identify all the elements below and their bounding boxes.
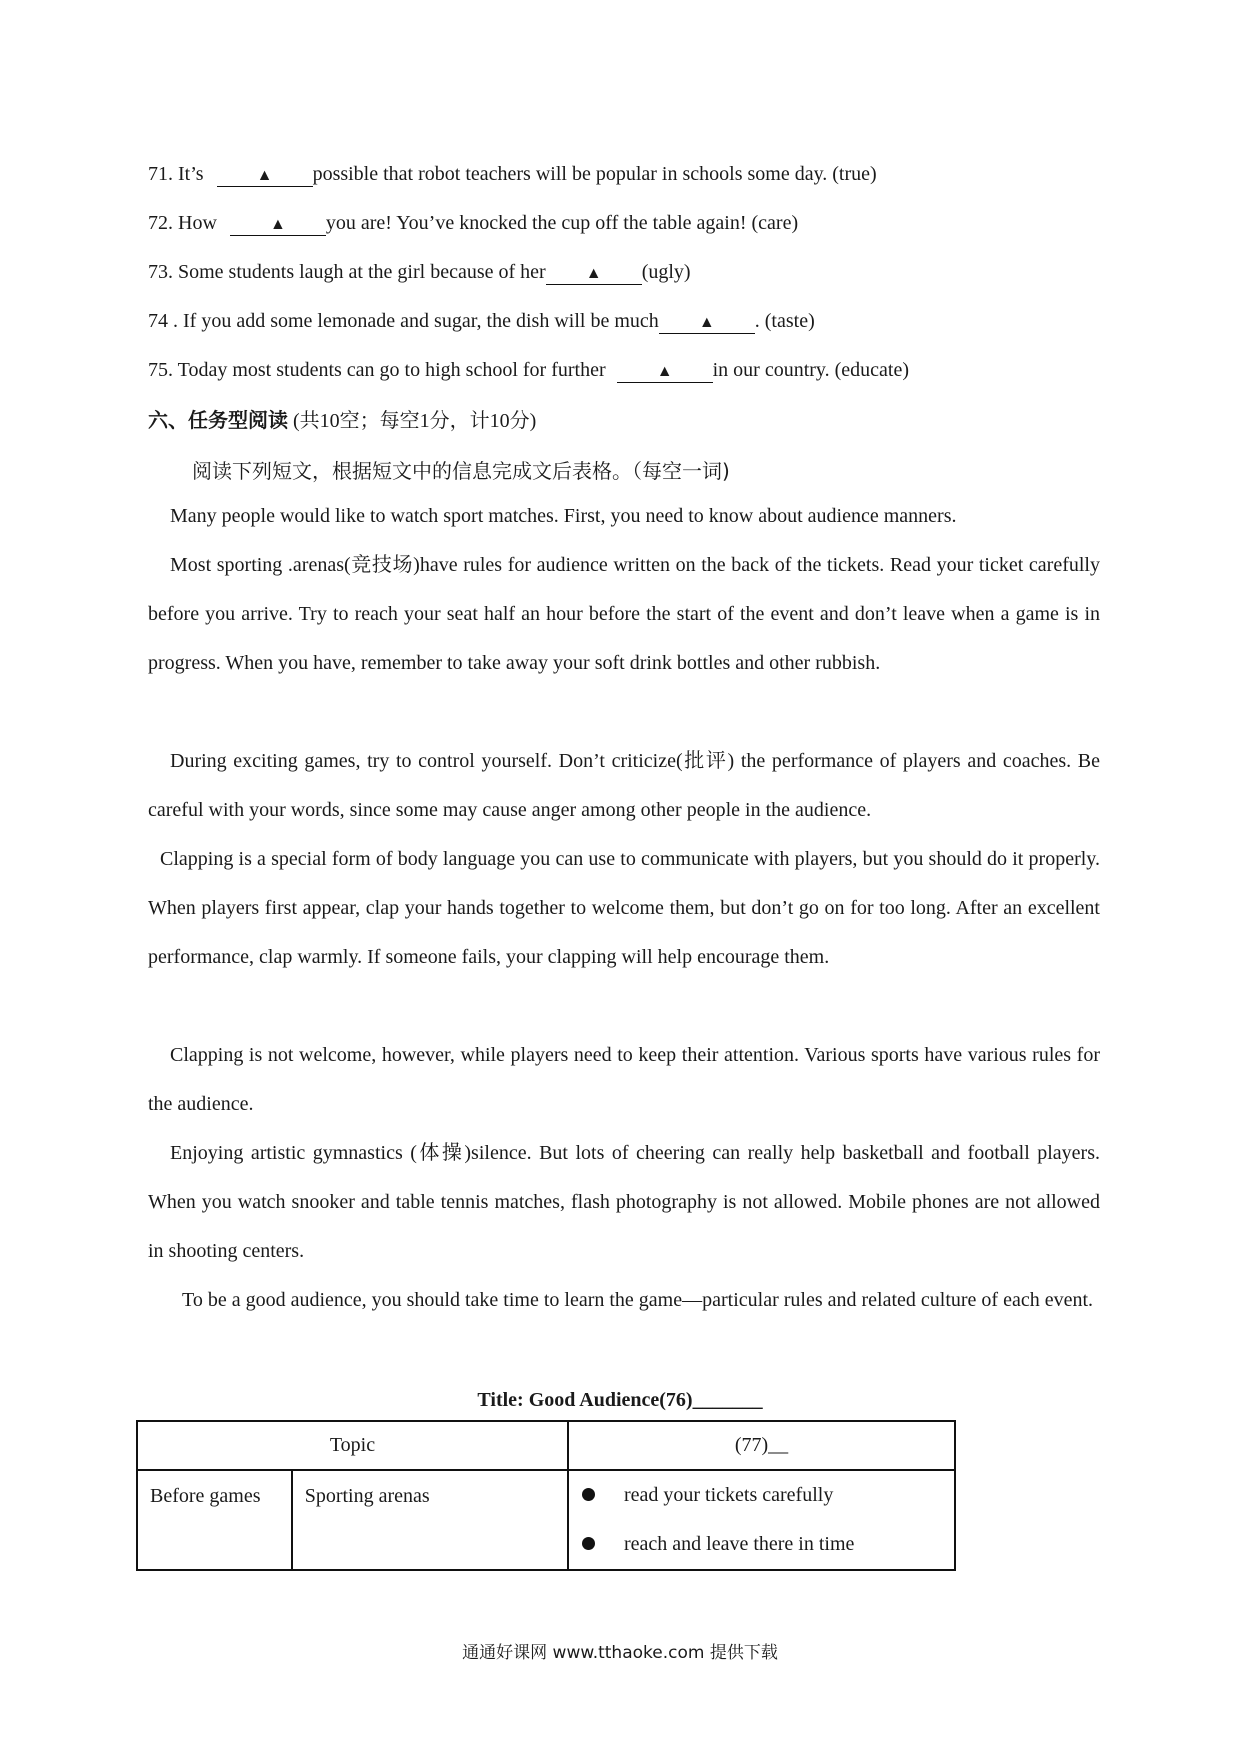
list-item: reach and leave there in time — [569, 1520, 954, 1569]
answer-blank[interactable]: ▲ — [659, 311, 755, 334]
passage-paragraph: To be a good audience, you should take time to learn the game—particular rules and related culture of each event. — [182, 1289, 1094, 1311]
answer-blank[interactable]: ▲ — [230, 213, 326, 236]
question-73: 73. Some students laugh at the girl because of her ▲ (ugly) — [148, 261, 691, 283]
question-71: 71. It’s ▲ possible that robot teachers will be popular in schools some day. (true) — [148, 163, 877, 185]
section-note: (共10空；每空1分，计10分) — [288, 410, 537, 432]
footer: 通通好课网 www.tthaoke.com 提供下载 — [462, 1643, 778, 1663]
passage-paragraph: Clapping is not welcome, however, while players need to keep their attention. Various sports have various rules for the audience. — [148, 1044, 1100, 1115]
question-72: 72. How ▲ you are! You’ve knocked the cup off the table again! (care) — [148, 212, 799, 234]
header-topic: Topic — [137, 1421, 568, 1470]
answer-table — [136, 1420, 956, 1571]
list-item: read your tickets carefully — [569, 1471, 954, 1520]
passage-paragraph: Enjoying artistic gymnastics (体操)silence. But lots of cheering can really help basketball and football players. When you watch snooker and table tennis matches, flash photography is not allowed. Mobile phones are not allowed in shooting centers. — [148, 1142, 1100, 1262]
answer-blank[interactable]: ▲ — [617, 360, 713, 383]
passage-paragraph: Many people would like to watch sport matches. First, you need to know about audience manners. — [170, 505, 957, 527]
bullet-icon — [582, 1488, 595, 1501]
answer-blank[interactable]: ▲ — [217, 164, 313, 187]
table-header-row — [137, 1421, 955, 1470]
passage-paragraph: During exciting games, try to control yourself. Don’t criticize(批评) the performance of players and coaches. Be careful with your words, since some may cause anger among other people in the audience. — [148, 750, 1100, 821]
bullet-icon — [582, 1537, 595, 1550]
answer-blank[interactable]: ▲ — [546, 262, 642, 285]
question-74: 74 . If you add some lemonade and sugar, the dish will be much ▲ . (taste) — [148, 310, 815, 332]
row-label-before-games: Before games — [150, 1485, 261, 1507]
table-title: Title: Good Audience(76)_______ — [477, 1389, 763, 1411]
question-75: 75. Today most students can go to high school for further ▲ in our country. (educate) — [148, 359, 910, 381]
passage-paragraph: Most sporting .arenas(竞技场)have rules for audience written on the back of the tickets. Read your ticket carefully before you arrive. Try to reach your seat half an hour before the start of the event and don’t leave when a game is in progress. When you have, remember to take away your soft drink bottles and other rubbish. — [148, 554, 1100, 674]
section-instruction: 阅读下列短文，根据短文中的信息完成文后表格。（每空一词) — [192, 459, 730, 483]
header-blank-77[interactable]: (77)__ — [568, 1421, 955, 1470]
table-row — [137, 1470, 955, 1570]
passage-paragraph: Clapping is a special form of body language you can use to communicate with players, but you should do it properly. When players first appear, clap your hands together to welcome them, but don’t go on for too long. After an excellent performance, clap warmly. If someone fails, your clapping will help encourage them. — [148, 848, 1100, 968]
row-label-sporting-arenas: Sporting arenas — [304, 1485, 430, 1507]
section-heading: 六、任务型阅读 (共10空；每空1分，计10分) — [148, 408, 537, 432]
